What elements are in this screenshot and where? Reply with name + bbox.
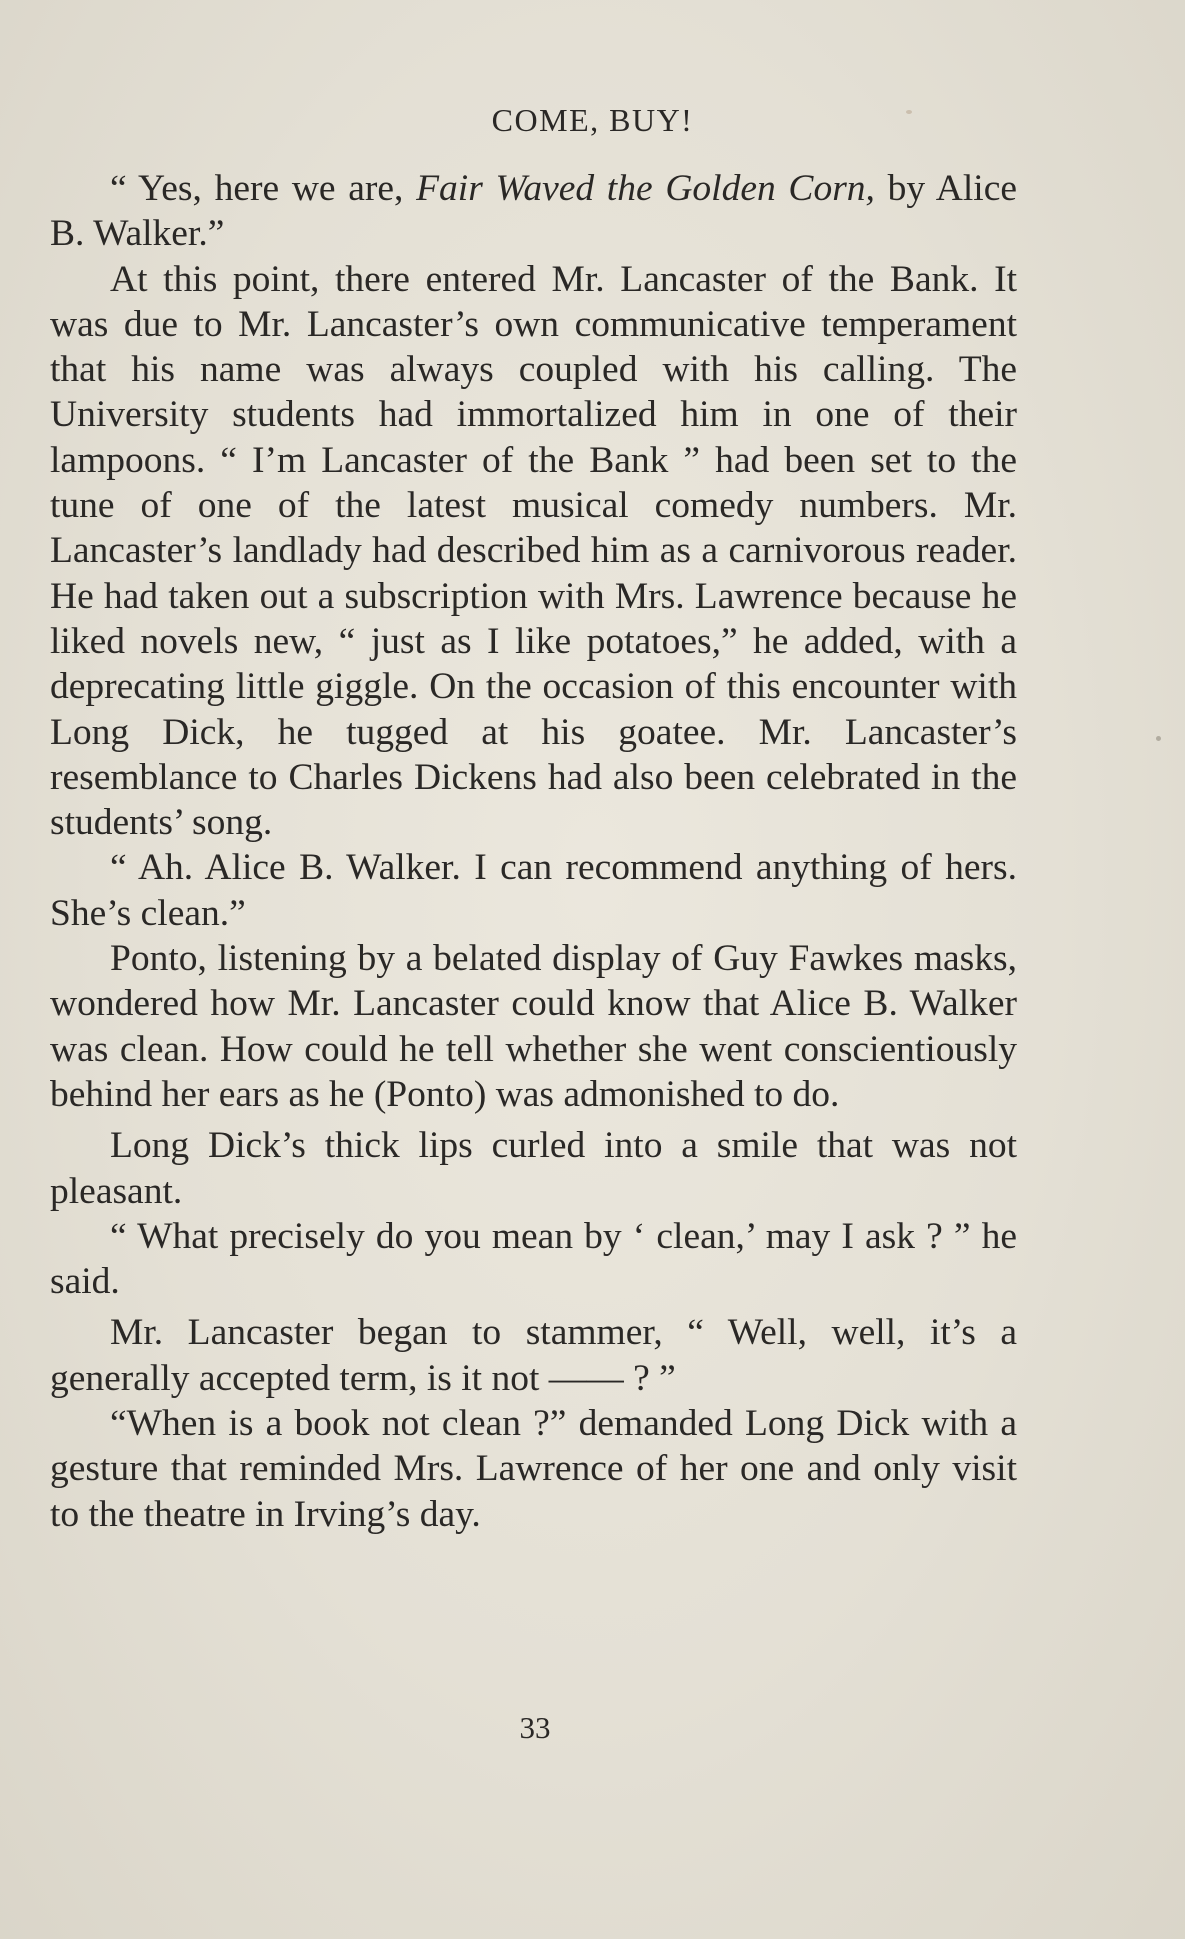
- paragraph: “ Ah. Alice B. Walker. I can recommend anything of hers. She’s clean.”: [50, 847, 1017, 934]
- paragraph: “ What precisely do you mean by ‘ clean,’ may I ask ? ” he said.: [50, 1215, 1017, 1303]
- paragraph: [50, 166, 1017, 257]
- running-head: COME, BUY!: [491, 102, 694, 138]
- page-number: 33: [519, 1710, 551, 1745]
- book-title-italic: Fair Waved the Golden Corn,: [416, 168, 875, 209]
- text-run: “ Yes, here we are,: [110, 168, 417, 209]
- text-run: by Alice B. Walker.”: [50, 168, 1017, 255]
- paper-speck: [906, 110, 912, 114]
- paragraph: Ponto, listening by a belated display of Guy Fawkes masks, wondered how Mr. Lancaster could know that Alice B. Walker was clean. How could he tell whether she went conscientiously behind her ears as he (Ponto) was admonished to do.: [50, 938, 1017, 1115]
- paragraph: Long Dick’s thick lips curled into a smile that was not pleasant.: [50, 1125, 1017, 1212]
- paper-speck: [1156, 736, 1161, 741]
- paragraph: “When is a book not clean ?” demanded Long Dick with a gesture that reminded Mrs. Lawrence of her one and only visit to the theatre in Irving’s day.: [50, 1403, 1017, 1535]
- paragraph: At this point, there entered Mr. Lancaster of the Bank. It was due to Mr. Lancaster’s own communicative temperament that his name was always coupled with his calling. The University students had immortalized him in one of their lampoons. “ I’m Lancaster of the Bank ” had been set to the tune of one of the latest musical comedy numbers. Mr. Lancaster’s landlady had described him as a carnivorous reader. He had taken out a subscription with Mrs. Lawrence because he liked novels new, “ just as I like potatoes,” he added, with a deprecating little giggle. On the occasion of this encounter with Long Dick, he tugged at his goatee. Mr. Lancaster’s resemblance to Charles Dickens had also been celebrated in the students’ song.: [50, 258, 1017, 844]
- body-text: [50, 166, 1017, 1537]
- paragraph: Mr. Lancaster began to stammer, “ Well, well, it’s a generally accepted term, is it not —— ? ”: [50, 1312, 1017, 1399]
